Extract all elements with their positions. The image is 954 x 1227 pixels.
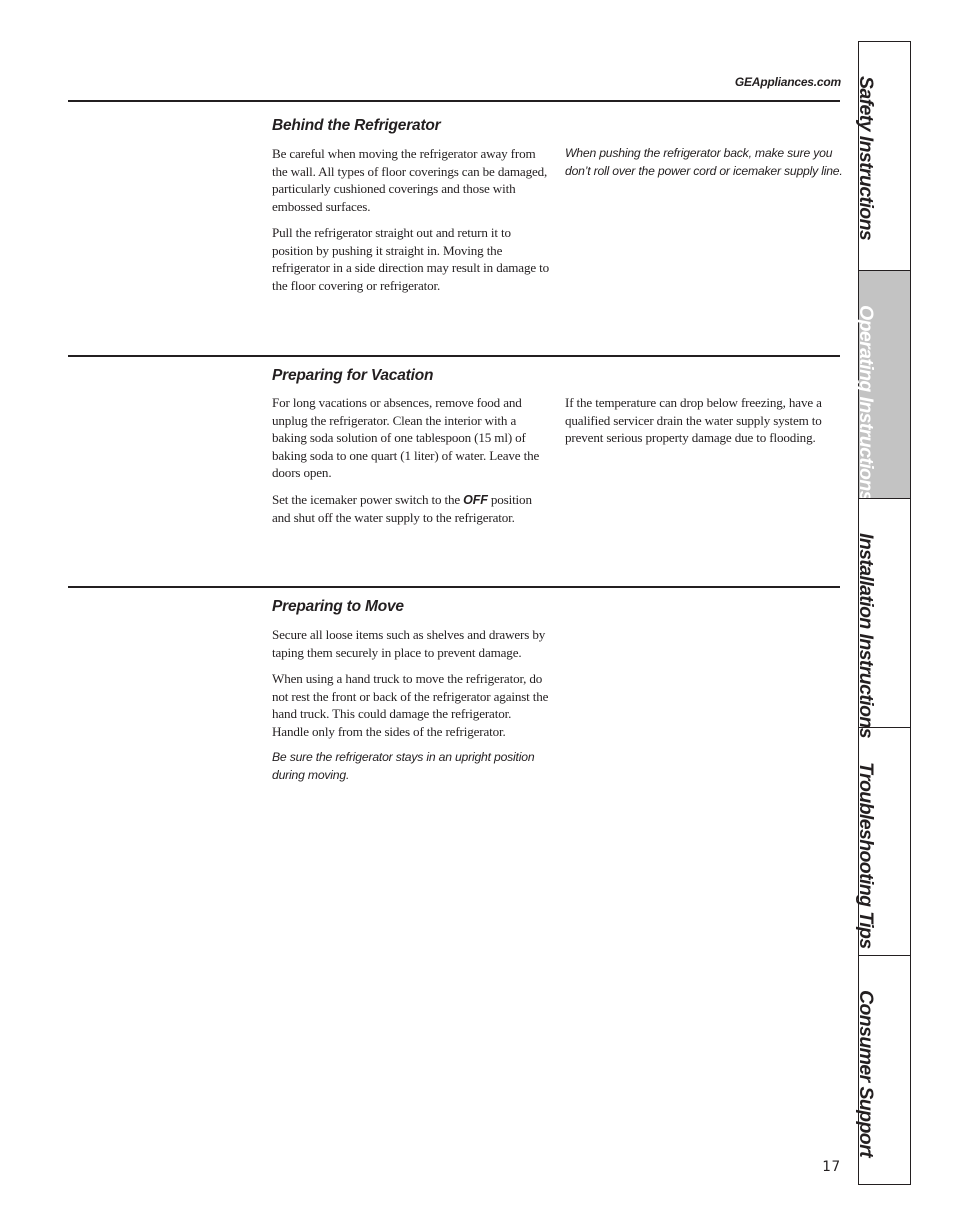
icemaker-text-before: Set the icemaker power switch to the	[272, 491, 464, 507]
tab-label: Consumer Support	[855, 990, 877, 1157]
tab-troubleshooting-tips[interactable]	[855, 727, 910, 955]
icemaker-paragraph	[272, 491, 550, 527]
upright-note: Be sure the refrigerator stays in an upright position during moving.	[272, 750, 535, 782]
page-number: 17	[822, 1159, 841, 1175]
tab-label: Installation Instructions	[855, 533, 877, 738]
section-behind-left-column	[272, 145, 550, 303]
section-title-preparing-vacation: Preparing for Vacation	[272, 367, 434, 384]
paragraph: Secure all loose items such as shelves and drawers by taping them securely in place to prevent damage.	[272, 627, 546, 660]
section-vacation-left-column	[272, 394, 550, 536]
section-behind-right-column	[565, 145, 843, 189]
icemaker-text-after: position and shut off the water supply to the refrigerator.	[272, 491, 532, 525]
tab-operating-instructions[interactable]	[855, 270, 910, 501]
paragraph: Pull the refrigerator straight out and return it to position by pushing it straight in. Moving the refrigerator in a side direction may result in damage to the floor covering or refrigerator.	[272, 225, 550, 293]
tab-safety-instructions[interactable]	[855, 42, 910, 270]
paragraph: When using a hand truck to move the refrigerator, do not rest the front or back of the refrigerator against the hand truck. This could damage the refrigerator. Handle only from the sides of the refrigerator.	[272, 671, 549, 739]
section-title-preparing-move: Preparing to Move	[272, 598, 404, 615]
off-keyword: OFF	[463, 492, 488, 507]
tab-installation-instructions[interactable]	[855, 498, 910, 738]
tab-consumer-support[interactable]	[855, 955, 910, 1184]
tab-label: Operating Instructions	[855, 305, 877, 501]
paragraph: Be careful when moving the refrigerator away from the wall. All types of floor coverings can be damaged, particularly cushioned coverings and those with embossed surfaces.	[272, 146, 548, 214]
section-title-behind-refrigerator: Behind the Refrigerator	[272, 117, 441, 134]
tab-label: Safety Instructions	[855, 76, 877, 241]
website-header: GEAppliances.com	[734, 75, 841, 89]
paragraph: For long vacations or absences, remove food and unplug the refrigerator. Clean the interior with a baking soda solution of one tablespoon (15 ml) of baking soda to one quart (1 liter) of water. Leave the doors open.	[272, 395, 540, 480]
sidebar-tabs	[855, 41, 911, 1185]
section-divider	[68, 586, 840, 588]
section-vacation-right-column	[565, 394, 843, 456]
section-divider	[68, 355, 840, 357]
paragraph: If the temperature can drop below freezing, have a qualified servicer drain the water supply system to prevent serious property damage due to flooding.	[565, 395, 822, 445]
section-move-left-column	[272, 626, 550, 793]
power-cord-note: When pushing the refrigerator back, make sure you don’t roll over the power cord or icemaker supply line.	[565, 146, 843, 178]
section-divider	[68, 100, 840, 102]
tab-label: Troubleshooting Tips	[855, 762, 877, 949]
